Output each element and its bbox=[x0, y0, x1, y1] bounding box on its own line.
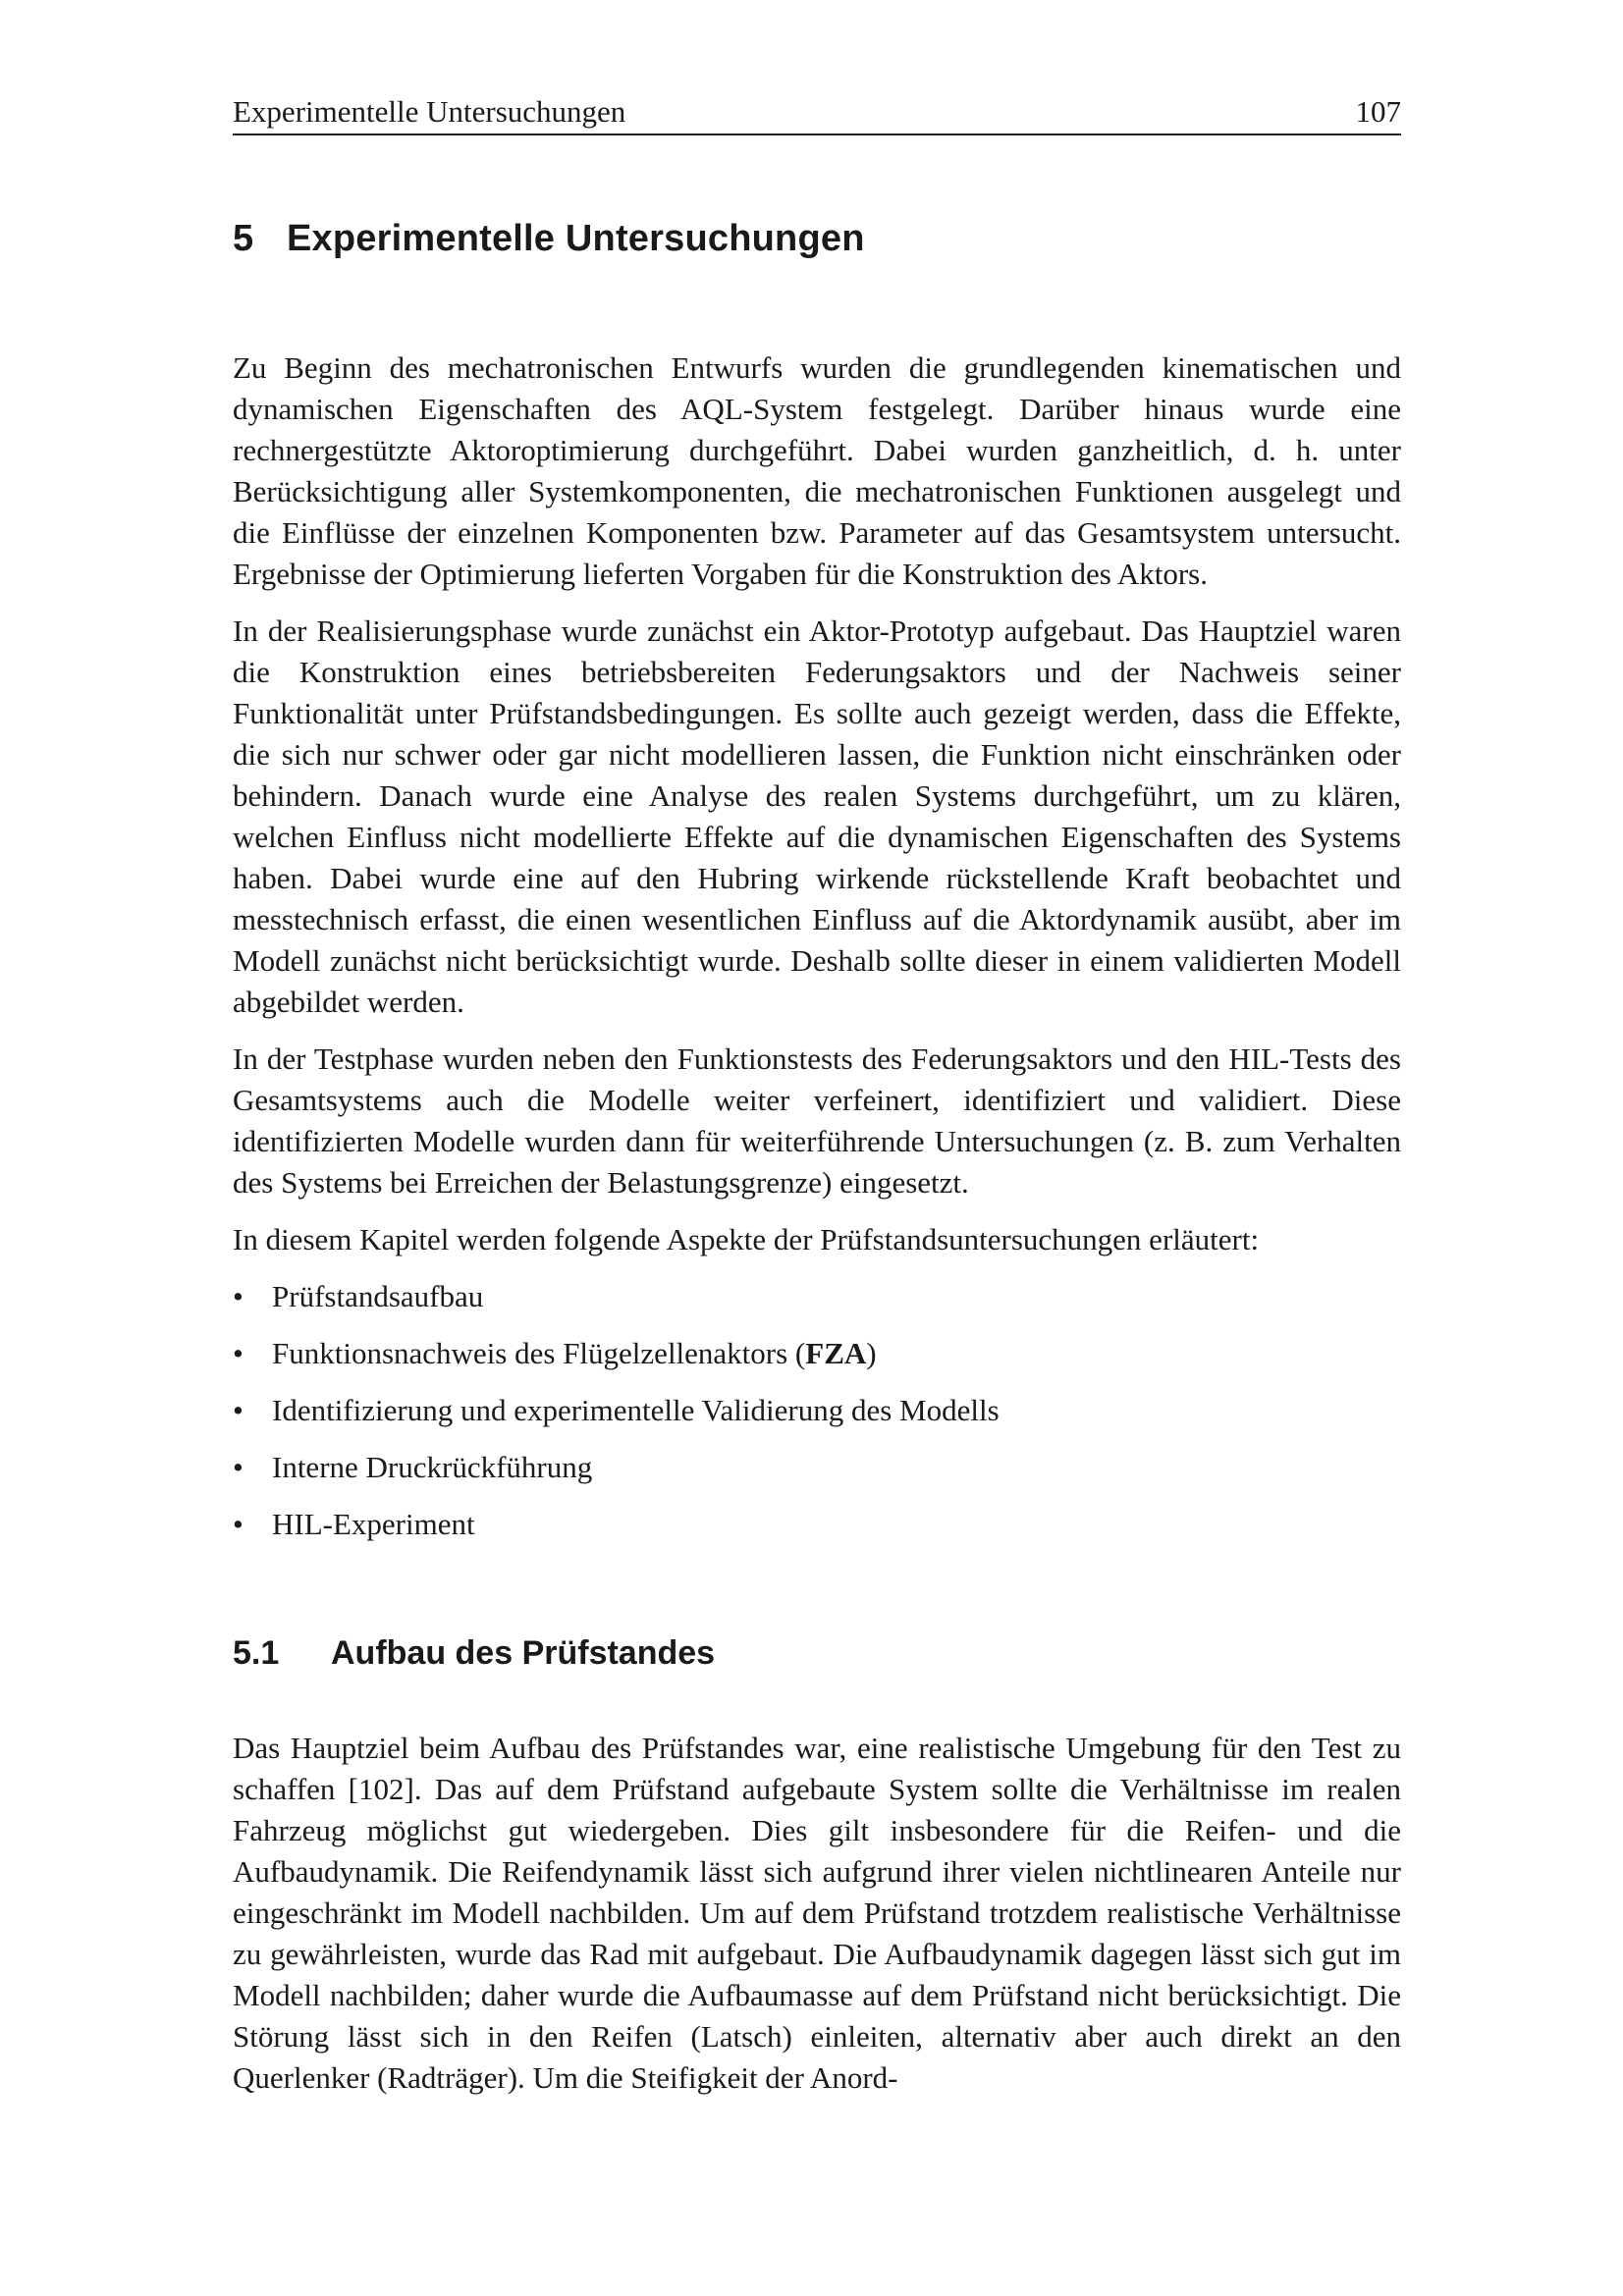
bullet-icon: • bbox=[233, 1507, 243, 1541]
paragraph: In der Testphase wurden neben den Funktionstests des Federungsaktors und den HIL-Tests des Gesamtsystems auch die Modelle weiter verfeinert, identifiziert und validiert. Diese identifizierten Modelle wurden dann für weiterführende Untersuchungen (z. B. zum Verhalten des Systems bei Erreichen der Belastungsgrenze) eingesetzt. bbox=[233, 1041, 1401, 1200]
list-item-text: HIL-Experiment bbox=[272, 1507, 475, 1541]
paragraph: In der Realisierungsphase wurde zunächst ein Aktor-Prototyp aufgebaut. Das Hauptziel waren die Konstruktion eines betriebsbereiten Federungsaktors und der Nachweis seiner Funktionalität unter Prüfstandsbedingungen. Es sollte auch gezeigt werden, dass die Effekte, die sich nur schwer oder gar nicht modellieren lassen, die Funktion nicht einschränken oder behindern. Danach wurde eine Analyse des realen Systems durchgeführt, um zu klären, welchen Einfluss nicht modellierte Effekte auf die dynamischen Eigenschaften des Systems haben. Dabei wurde eine auf den Hubring wirkende rückstellende Kraft beobachtet und messtechnisch erfasst, die einen wesentlichen Einfluss auf die Aktordynamik ausübt, aber im Modell zunächst nicht berücksichtigt wurde. Deshalb sollte dieser in einem validierten Modell abgebildet werden. bbox=[233, 614, 1401, 1019]
list-item bbox=[233, 1504, 1401, 1545]
section-body bbox=[233, 1728, 1401, 2099]
bullet-icon: • bbox=[233, 1450, 243, 1484]
paragraph: Zu Beginn des mechatronischen Entwurfs wurden die grundlegenden kinematischen und dynamischen Eigenschaften des AQL-System festgelegt. Darüber hinaus wurde eine rechnergestützte Aktoroptimierung durchgeführt. Dabei wurden ganzheitlich, d. h. unter Berücksichtigung aller Systemkomponenten, die mechatronischen Funktionen ausgelegt und die Einflüsse der einzelnen Komponenten bzw. Parameter auf das Gesamtsystem untersucht. Ergebnisse der Optimierung lieferten Vorgaben für die Konstruktion des Aktors. bbox=[233, 350, 1401, 591]
chapter-title: Experimentelle Untersuchungen bbox=[287, 218, 865, 259]
list-item bbox=[233, 1276, 1401, 1317]
section-heading bbox=[233, 1634, 715, 1673]
list-item bbox=[233, 1333, 1401, 1374]
bullet-icon: • bbox=[233, 1393, 243, 1427]
section-title: Aufbau des Prüfstandes bbox=[331, 1634, 716, 1672]
abbreviation-fza: FZA bbox=[805, 1336, 867, 1370]
list-item-text: Prüfstandsaufbau bbox=[272, 1279, 484, 1313]
list-item bbox=[233, 1447, 1401, 1488]
paragraph: In diesem Kapitel werden folgende Aspekte der Prüfstandsuntersuchungen erläutert: bbox=[233, 1222, 1260, 1256]
list-item-text: Funktionsnachweis des Flügelzellenaktors ( bbox=[272, 1336, 806, 1370]
page-number: 107 bbox=[1355, 94, 1401, 129]
chapter-heading bbox=[233, 218, 865, 260]
chapter-intro bbox=[233, 347, 1401, 1561]
chapter-number: 5 bbox=[233, 218, 254, 259]
running-title: Experimentelle Untersuchungen bbox=[233, 94, 626, 129]
list-item-text: Identifizierung und experimentelle Validierung des Modells bbox=[272, 1393, 1000, 1427]
running-header bbox=[233, 90, 1401, 135]
bullet-icon: • bbox=[233, 1279, 243, 1313]
section-number: 5.1 bbox=[233, 1634, 280, 1672]
bullet-icon: • bbox=[233, 1336, 243, 1370]
paragraph: Das Hauptziel beim Aufbau des Prüfstandes war, eine realistische Umgebung für den Test zu schaffen [102]. Das auf dem Prüfstand aufgebaute System sollte die Verhältnisse im realen Fahrzeug möglichst gut wiedergeben. Dies gilt insbesondere für die Reifen- und die Aufbaudynamik. Die Reifendynamik lässt sich aufgrund ihrer vielen nichtlinearen Anteile nur eingeschränkt im Modell nachbilden. Um auf dem Prüfstand trotzdem realistische Verhältnisse zu gewährleisten, wurde das Rad mit aufgebaut. Die Aufbaudynamik dagegen lässt sich gut im Modell nachbilden; daher wurde die Aufbaumasse auf dem Prüfstand nicht berücksichtigt. Die Störung lässt sich in den Reifen (Latsch) einleiten, alternativ aber auch direkt an den Querlenker (Radträger). Um die Steifigkeit der Anord- bbox=[233, 1731, 1401, 2095]
list-item-text: Interne Druckrückführung bbox=[272, 1450, 593, 1484]
list-item bbox=[233, 1390, 1401, 1431]
aspects-list bbox=[233, 1276, 1401, 1545]
list-item-text-end: ) bbox=[866, 1336, 877, 1370]
